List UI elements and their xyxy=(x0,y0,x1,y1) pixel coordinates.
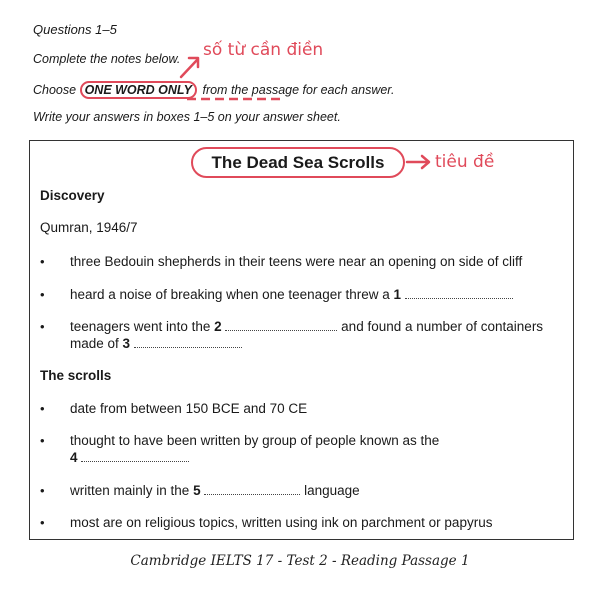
bullet-text: date from between 150 BCE and 70 CE xyxy=(70,401,308,416)
list-item xyxy=(70,400,565,417)
instruction-line-1: Complete the notes below. xyxy=(33,52,181,66)
section-heading-scrolls: The scrolls xyxy=(40,368,112,383)
arrow-up-right-icon xyxy=(181,58,198,77)
gap-number-1: 1 xyxy=(393,287,402,302)
bullet-text: language xyxy=(304,483,360,498)
answer-gap-5[interactable] xyxy=(204,484,300,495)
list-item xyxy=(70,514,565,531)
gap-number-2: 2 xyxy=(214,319,222,334)
word-limit-highlight: ONE WORD ONLY xyxy=(80,81,197,99)
bullet-dot: • xyxy=(40,254,45,269)
bullet-text: and found a number of containers xyxy=(341,319,544,334)
bullet-dot: • xyxy=(40,515,45,530)
bullet-text: thought to have been written by group of people known as the xyxy=(70,433,440,448)
answer-gap-3[interactable] xyxy=(134,337,242,348)
bullet-text: heard a noise of breaking when one teenager threw a xyxy=(70,287,390,302)
gap-number-4: 4 xyxy=(70,450,78,465)
bullet-text: teenagers went into the xyxy=(70,319,211,334)
bullet-text: three Bedouin shepherds in their teens were near an opening on side of cliff xyxy=(70,254,523,269)
location-line: Qumran, 1946/7 xyxy=(40,220,138,235)
section-heading-discovery: Discovery xyxy=(40,188,105,203)
list-item xyxy=(70,432,565,466)
bullet-dot: • xyxy=(40,483,45,498)
instruction-line-3: Write your answers in boxes 1–5 on your answer sheet. xyxy=(33,110,341,124)
bullet-dot: • xyxy=(40,433,45,448)
gap-number-5: 5 xyxy=(193,483,201,498)
list-item xyxy=(70,286,565,303)
gap-number-3: 3 xyxy=(122,336,131,351)
instruction-suffix: from the passage for each answer. xyxy=(202,83,395,97)
caption: Cambridge IELTS 17 - Test 2 - Reading Passage 1 xyxy=(130,553,470,569)
questions-heading: Questions 1–5 xyxy=(33,22,117,37)
notes-title xyxy=(191,147,405,178)
bullet-text: most are on religious topics, written using ink on parchment or papyrus xyxy=(70,515,493,530)
answer-gap-1[interactable] xyxy=(405,288,513,299)
annotation-word-count: số từ cần điền xyxy=(203,40,324,60)
list-item xyxy=(70,482,565,499)
answer-gap-2[interactable] xyxy=(225,320,337,331)
bullet-dot: • xyxy=(40,401,45,416)
bullet-dot: • xyxy=(40,319,45,334)
answer-gap-4[interactable] xyxy=(81,451,189,462)
instruction-prefix: Choose xyxy=(33,83,77,97)
list-item xyxy=(70,318,565,352)
list-item xyxy=(70,253,565,270)
bullet-text: made of xyxy=(70,336,119,351)
bullet-dot: • xyxy=(40,287,45,302)
notes-title-text: The Dead Sea Scrolls xyxy=(211,152,385,172)
bullet-text: written mainly in the xyxy=(70,483,190,498)
annotation-title: tiêu đề xyxy=(435,152,495,172)
